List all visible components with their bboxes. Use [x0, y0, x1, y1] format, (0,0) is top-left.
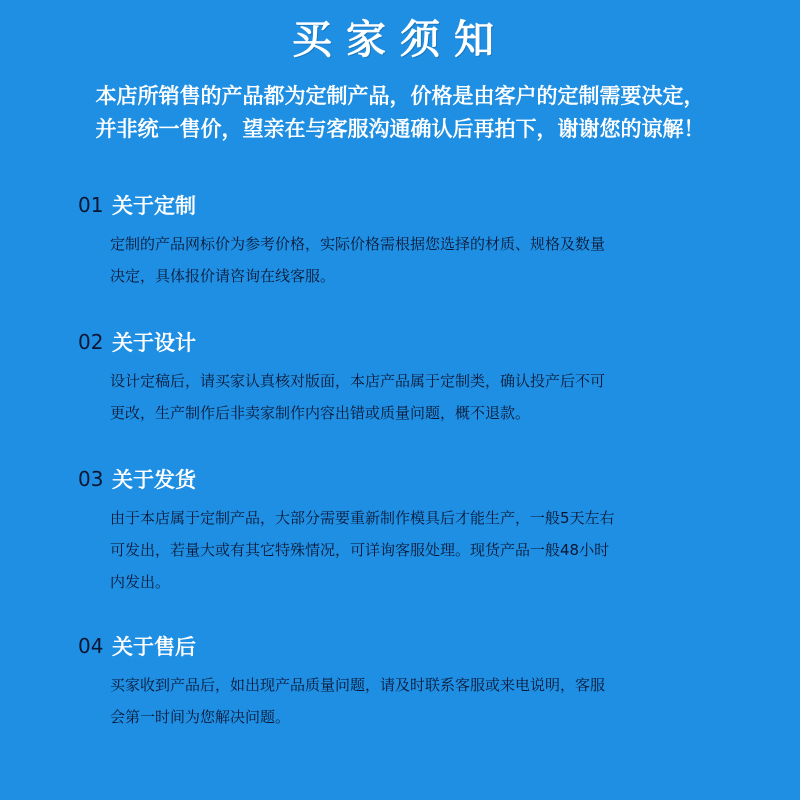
section-line: 定制的产品网标价为参考价格，实际价格需根据您选择的材质、规格及数量 [110, 235, 606, 253]
section-line: 会第一时间为您解决问题。 [110, 708, 291, 726]
section-design [78, 325, 758, 429]
section-number: 02 [78, 330, 104, 354]
section-heading: 关于定制 [112, 194, 196, 218]
intro-line-1: 本店所销售的产品都为定制产品，价格是由客户的定制需要决定， [95, 84, 705, 108]
section-line: 可发出，若量大或有其它特殊情况，可详询客服处理。现货产品一般48小时 [110, 541, 610, 559]
section-line: 决定，具体报价请咨询在线客服。 [110, 267, 336, 285]
section-body [110, 228, 758, 292]
section-line: 内发出。 [110, 573, 171, 591]
section-header [78, 188, 758, 222]
section-number: 01 [78, 193, 104, 217]
section-line: 设计定稿后，请买家认真核对版面，本店产品属于定制类，确认投产后不可 [110, 372, 606, 390]
page-title: 买家须知 [292, 17, 508, 63]
section-body [110, 365, 758, 429]
section-number: 04 [78, 634, 104, 658]
section-header [78, 462, 758, 496]
section-heading: 关于售后 [112, 635, 196, 659]
section-line: 由于本店属于定制产品，大部分需要重新制作模具后才能生产，一般5天左右 [110, 509, 615, 527]
section-line: 买家收到产品后，如出现产品质量问题，请及时联系客服或来电说明，客服 [110, 676, 606, 694]
section-body [110, 669, 758, 733]
section-body [110, 502, 758, 598]
intro-line-2: 并非统一售价，望亲在与客服沟通确认后再拍下，谢谢您的谅解！ [95, 117, 705, 141]
intro-text [24, 80, 776, 146]
section-heading: 关于发货 [112, 468, 196, 492]
section-heading: 关于设计 [112, 331, 196, 355]
section-shipping [78, 462, 758, 598]
section-number: 03 [78, 467, 104, 491]
section-after-sales [78, 629, 758, 733]
section-header [78, 629, 758, 663]
section-line: 更改，生产制作后非卖家制作内容出错或质量问题，概不退款。 [110, 404, 531, 422]
section-header [78, 325, 758, 359]
section-customization [78, 188, 758, 292]
